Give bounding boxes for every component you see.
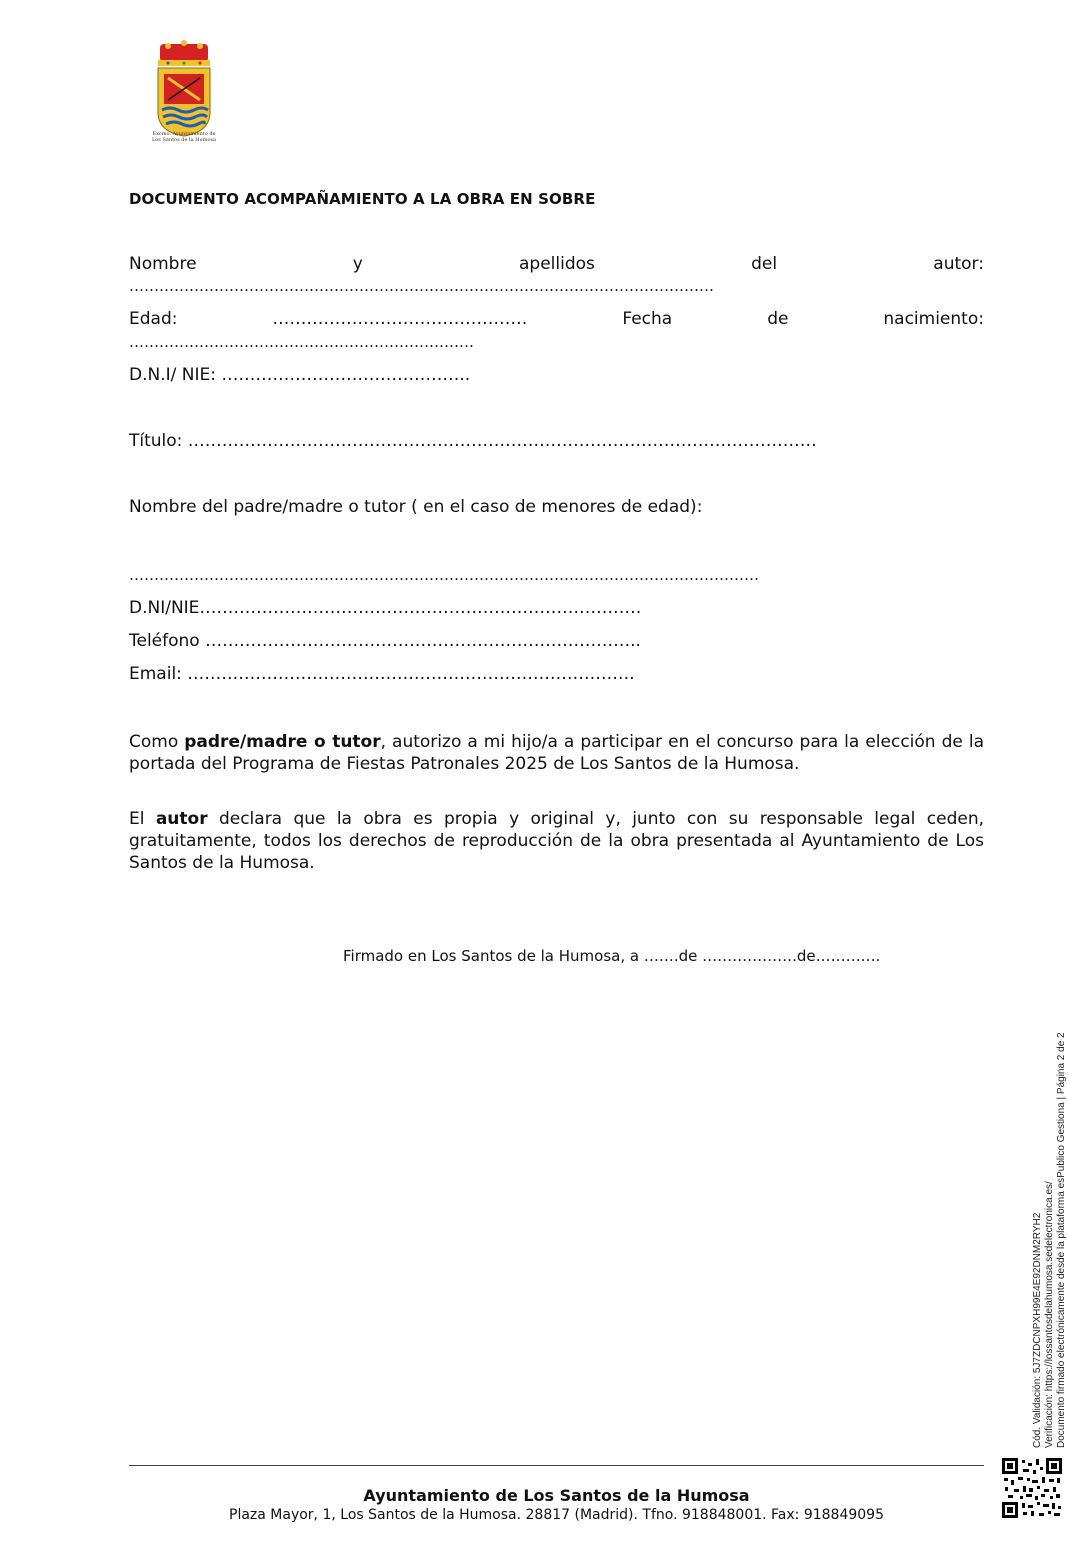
footer-divider (129, 1465, 984, 1466)
footer-organization-name: Ayuntamiento de Los Santos de la Humosa (363, 1486, 750, 1505)
birthdate-field[interactable]: …………………………………………………………… (129, 333, 474, 351)
footer-address: Plaza Mayor, 1, Los Santos de la Humosa. 28817 (Madrid). Tfno. 918848001. Fax: 918849095 (229, 1507, 884, 1523)
guardian-name-label: Nombre del padre/madre o tutor ( en el caso de menores de edad): (129, 497, 703, 517)
guardian-name-field[interactable]: ……………………………………………………………………………………………………………… (129, 566, 759, 584)
qr-code-image (1002, 1458, 1062, 1518)
author-name-label-row: Nombre y apellidos del autor: (129, 254, 984, 274)
crest-caption: Excmo. Ayuntamiento de Los Santos de la Humosa (151, 131, 217, 143)
guardian-authorization-paragraph: Como padre/madre o tutor, autorizo a mi hijo/a a participar en el concurso para la elección de la portada del Programa de Fiestas Patronales 2025 de Los Santos de la Humosa. (129, 732, 984, 774)
title-field[interactable]: Título: ………………………………………………………………………………………………… (129, 431, 817, 451)
signature-place-date[interactable]: Firmado en Los Santos de la Humosa, a …….de ……………….de…………. (343, 947, 881, 965)
author-declaration-paragraph: El autor declara que la obra es propia y original y, junto con su responsable legal ceden, gratuitamente, todos los derechos de reproducción de la obra presentada al Ayuntamiento de Los Santos de la Humosa. (129, 809, 984, 873)
document-title: DOCUMENTO ACOMPAÑAMIENTO A LA OBRA EN SOBRE (129, 190, 596, 208)
validation-side-text: Cód. Validación: 5J7ZDCNPXH99E4E92DNM2RYH2 Verificación: https://lossantosdelahumosa.sedelectronica.es/ Documento firmado electrónicamente desde la plataforma esPublico Gestiona | Página 2 de 2 (1032, 1032, 1067, 1448)
author-name-field[interactable]: ……………………………………………………………………………………………………… (129, 277, 714, 295)
dni-field[interactable]: D.N.I/ NIE: …………………………………….. (129, 365, 471, 385)
email-field[interactable]: Email: ……………………………………………………………………. (129, 664, 635, 684)
age-field[interactable]: ……………………………………… (272, 309, 528, 329)
age-label: Edad: (129, 309, 178, 329)
guardian-dni-field[interactable]: D.NI/NIE…………………………………………………………………… (129, 598, 642, 618)
age-birthdate-row: Edad: ……………………………………… Fecha de nacimiento: (129, 309, 984, 329)
phone-field[interactable]: Teléfono ………………………………………………………………….. (129, 631, 641, 651)
